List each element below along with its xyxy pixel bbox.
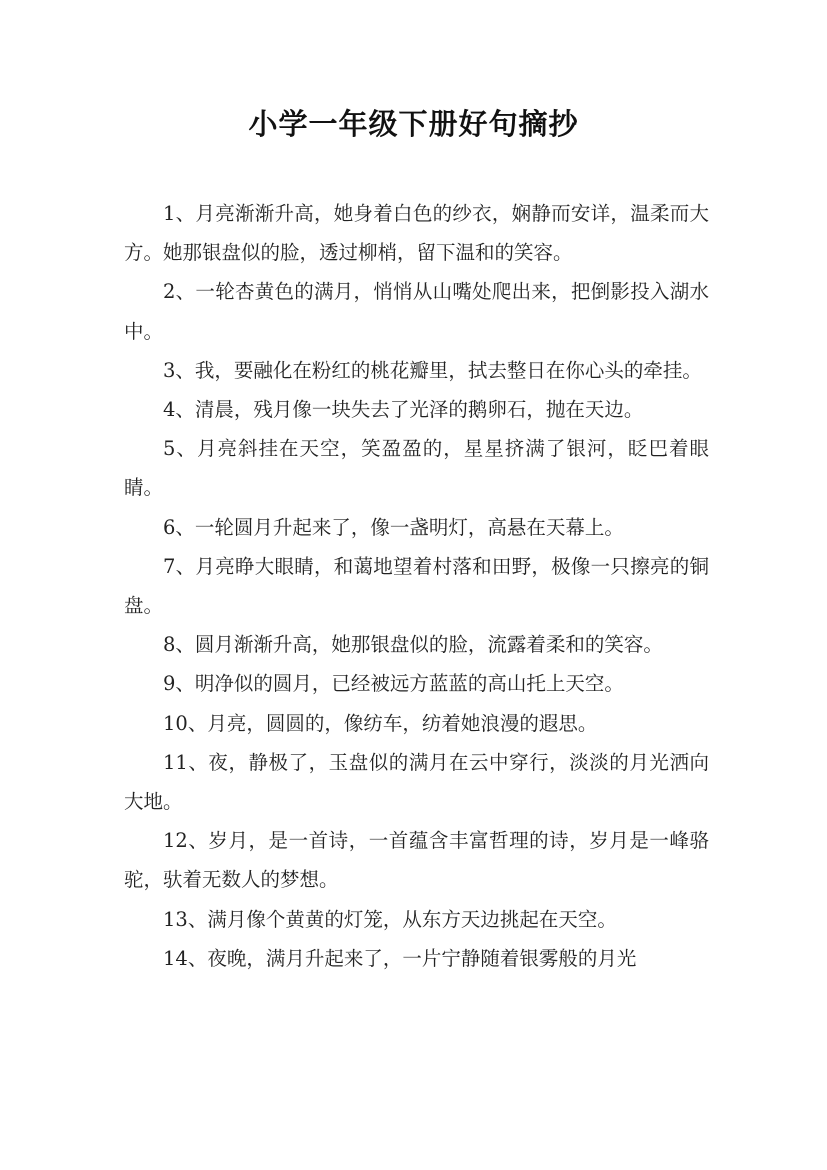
sentence-2: 2、一轮杏黄色的满月，悄悄从山嘴处爬出来，把倒影投入湖水中。 xyxy=(124,280,709,343)
sentence-1: 1、月亮渐渐升高，她身着白色的纱衣，娴静而安详，温柔而大方。她那银盘似的脸，透过柳梢，留下温和的笑容。 xyxy=(124,202,709,265)
sentence-8: 8、圆月渐渐升高，她那银盘似的脸，流露着柔和的笑容。 xyxy=(163,633,663,657)
sentence-3: 3、我，要融化在粉红的桃花瓣里，拭去整日在你心头的牵挂。 xyxy=(163,358,702,382)
sentence-14: 14、夜晚，满月升起来了，一片宁静随着银雾般的月光 xyxy=(163,946,637,970)
sentence-13: 13、满月像个黄黄的灯笼，从东方天边挑起在天空。 xyxy=(163,907,617,931)
sentence-12: 12、岁月，是一首诗，一首蕴含丰富哲理的诗，岁月是一峰骆驼，驮着无数人的梦想。 xyxy=(124,829,709,892)
document-title: 小学一年级下册好句摘抄 xyxy=(248,107,579,141)
document-body xyxy=(124,194,709,978)
sentence-10: 10、月亮，圆圆的，像纺车，纺着她浪漫的遐思。 xyxy=(163,711,598,735)
sentence-11: 11、夜，静极了，玉盘似的满月在云中穿行，淡淡的月光洒向大地。 xyxy=(124,750,709,814)
sentence-4: 4、清晨，残月像一块失去了光泽的鹅卵石，抛在天边。 xyxy=(163,398,644,422)
sentence-9: 9、明净似的圆月，已经被远方蓝蓝的高山托上天空。 xyxy=(163,672,624,696)
sentence-6: 6、一轮圆月升起来了，像一盏明灯，高悬在天幕上。 xyxy=(163,515,624,539)
sentence-5: 5、月亮斜挂在天空，笑盈盈的，星星挤满了银河，眨巴着眼睛。 xyxy=(124,437,709,500)
sentence-7: 7、月亮睁大眼睛，和蔼地望着村落和田野，极像一只擦亮的铜盘。 xyxy=(124,554,709,618)
